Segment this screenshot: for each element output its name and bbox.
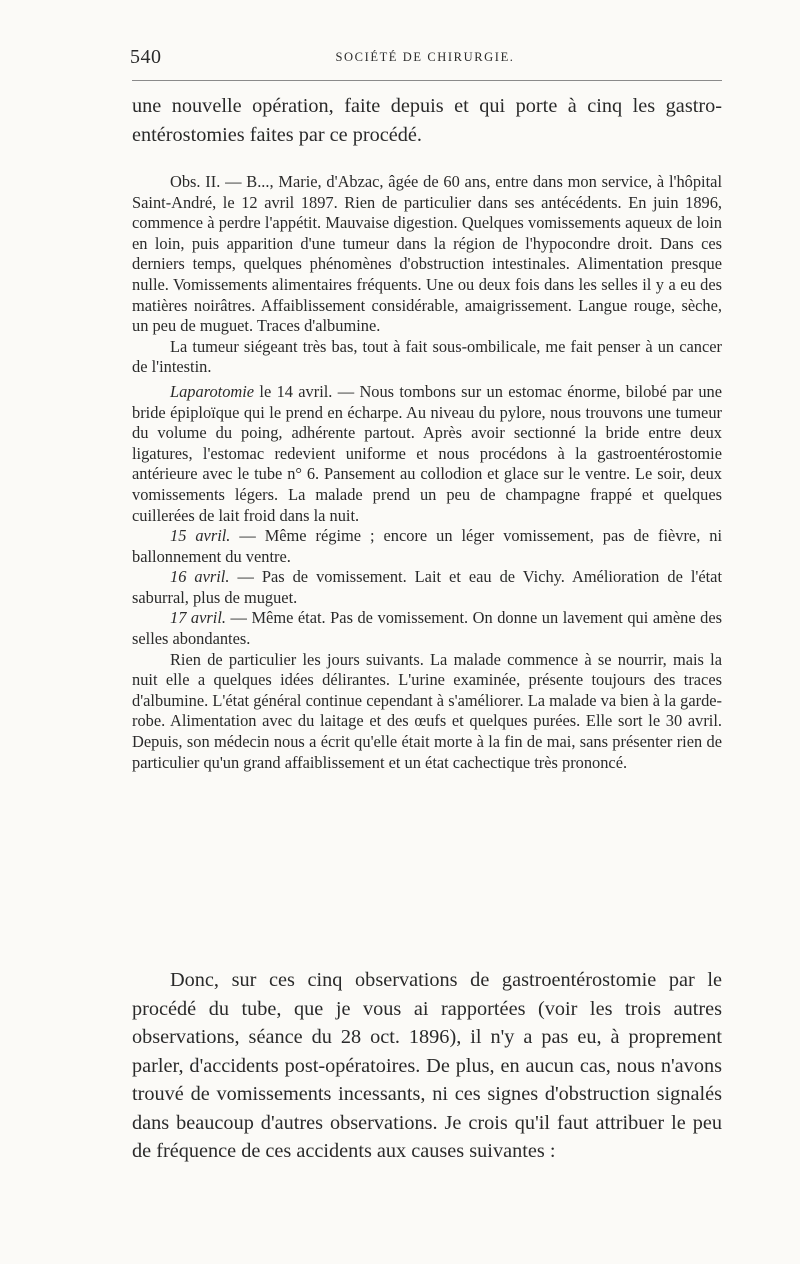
header-rule [132,80,722,81]
date-label-15: 15 avril. [170,526,231,546]
observation-paragraph-7: Rien de particulier les jours suivants. La malade commence à se nourrir, mais la nuit elle a quelques idées délirantes. L'urine examinée, présente toujours des traces d'albumine. L'état général continue cependant à s'améliorer. La malade va bien à la garde-robe. Alimentation avec du laitage et des œufs et quelques purées. Elle sort le 30 avril. Depuis, son médecin nous a écrit qu'elle était morte à la fin de mai, sans présenter rien de particulier qu'un grand affaiblissement et un état cachectique très prononcé. [132,649,722,772]
intro-paragraph [132,92,722,149]
date-text-15: — Même régime ; encore un léger vomissement, pas de fièvre, ni ballonnement du ventre. [132,526,722,566]
observation-paragraph-1: Obs. II. — B..., Marie, d'Abzac, âgée de 60 ans, entre dans mon service, à l'hôpital Saint-André, le 12 avril 1897. Rien de particulier dans ses antécédents. En juin 1896, commence à perdre l'appétit. Mauvaise digestion. Quelques vomissements aqueux de loin en loin, puis apparition d'une tumeur dans la région de l'hypocondre droit. Dans ces derniers temps, quelques phénomènes d'obstruction intestinales. Alimentation presque nulle. Vomissements alimentaires fréquents. Une ou deux fois dans les selles il y a eu des matières noirâtres. Affaiblissement considérable, amaigrissement. Langue rouge, sèche, un peu de muguet. Traces d'albumine. [132,172,722,336]
observation-paragraph-2: La tumeur siégeant très bas, tout à fait sous-ombilicale, me fait penser à un cancer de l'intestin. [132,336,722,377]
running-title: SOCIÉTÉ DE CHIRURGIE. [335,50,515,64]
date-label-17: 17 avril. [170,608,226,628]
laparotomie-text: le 14 avril. — Nous tombons sur un estomac énorme, bilobé par une bride épiploïque qui le prend en écharpe. Au niveau du pylore, nous trouvons une tumeur du volume du poing, adhérente partout. Après avoir sectionné la bride entre deux ligatures, l'estomac redevient uniforme et nous procédons à la gastroentérostomie antérieure avec le tube n° 6. Pansement au collodion et glace sur le ventre. Le soir, deux vomissements légers. La malade prend un peu de champagne frappé et quelques cuillerées de lait froid dans la nuit. [132,381,722,525]
intro-text: une nouvelle opération, faite depuis et qui porte à cinq les gastro-entérostomies faites par ce procédé. [132,95,722,146]
observation-paragraph-5 [132,567,722,608]
observation-paragraph-3 [132,382,722,526]
date-label-16: 16 avril. [170,567,230,587]
observation-paragraph-6 [132,608,722,649]
date-text-16: — Pas de vomissement. Lait et eau de Vichy. Amélioration de l'état saburral, plus de muguet. [132,567,722,607]
page-number: 540 [130,46,162,68]
page-header [130,46,720,70]
observation-section [132,172,722,773]
observation-paragraph-4 [132,526,722,567]
laparotomie-label: Laparotomie [170,381,255,401]
conclusion-paragraph [132,966,722,1166]
conclusion-text: Donc, sur ces cinq observations de gastroentérostomie par le procédé du tube, que je vous ai rapportées (voir les trois autres observations, séance du 28 oct. 1896), il n'y a pas eu, à proprement parler, d'accidents post-opératoires. De plus, en aucun cas, nous n'avons trouvé de vomissements incessants, ni ces signes d'obstruction signalés dans beaucoup d'autres observations. Je crois qu'il faut attribuer le peu de fréquence de ces accidents aux causes suivantes : [132,969,722,1162]
date-text-17: — Même état. Pas de vomissement. On donne un lavement qui amène des selles abondantes. [132,608,722,649]
